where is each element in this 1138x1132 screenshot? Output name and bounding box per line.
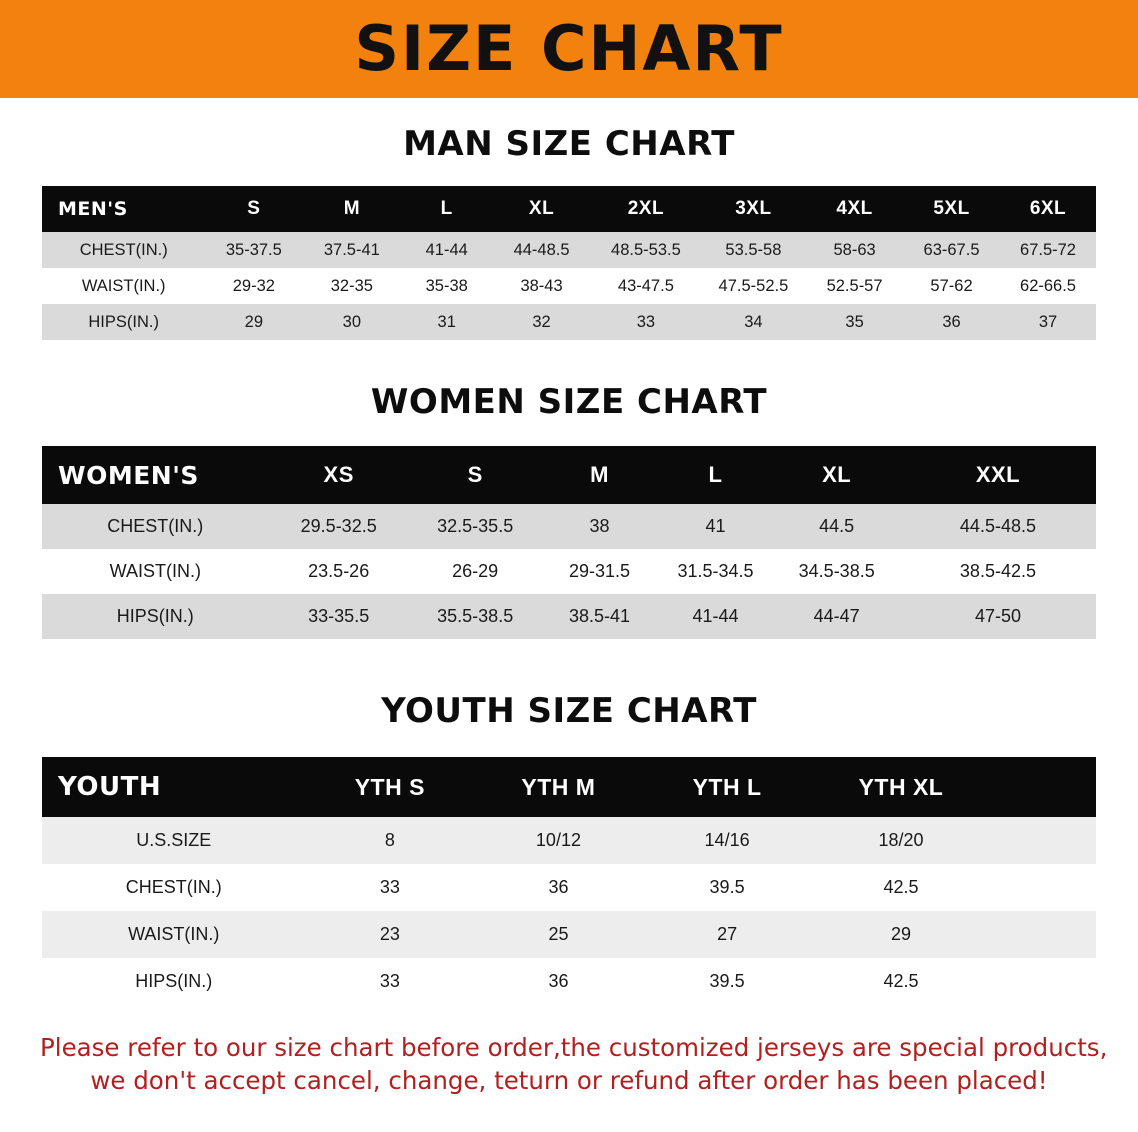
- youth-header-cell-0: YOUTH: [58, 772, 162, 802]
- table-row: [42, 817, 1096, 864]
- man-header-cell-1: S: [247, 198, 261, 219]
- table-row: [42, 304, 1096, 340]
- youth-header-cell-1: YTH S: [354, 773, 425, 800]
- youth-size-table: [42, 757, 1096, 1005]
- man-row-0-cell-1: 37.5-41: [323, 240, 380, 259]
- man-row-1-label: WAIST(IN.): [81, 276, 166, 295]
- disclaimer-line-2: we don't accept cancel, change, teturn or refund after order has been placed!: [90, 1066, 1048, 1096]
- table-row: [42, 549, 1096, 594]
- women-row-0-cell-1: 32.5-35.5: [437, 516, 514, 536]
- women-row-0-cell-5: 44.5-48.5: [959, 516, 1036, 536]
- youth-row-0-cell-2: 14/16: [704, 830, 750, 850]
- women-row-2-cell-4: 44-47: [813, 606, 860, 626]
- man-row-2-cell-3: 32: [532, 312, 551, 331]
- women-header-cell-4: L: [708, 462, 723, 487]
- youth-row-3-cell-3: 42.5: [883, 971, 919, 991]
- youth-row-0-cell-1: 10/12: [535, 830, 581, 850]
- women-header-cell-5: XL: [822, 462, 852, 487]
- man-row-2-cell-5: 34: [744, 312, 763, 331]
- women-row-1-cell-0: 23.5-26: [308, 561, 370, 581]
- table-row: [42, 911, 1096, 958]
- man-row-1-cell-4: 43-47.5: [617, 276, 674, 295]
- man-row-0-cell-4: 48.5-53.5: [611, 240, 681, 259]
- man-row-0-cell-3: 44-48.5: [513, 240, 570, 259]
- youth-row-0-cell-0: 8: [384, 830, 395, 850]
- page-banner: [0, 0, 1138, 98]
- youth-row-2-cell-2: 27: [717, 924, 738, 944]
- youth-row-1-cell-2: 39.5: [709, 877, 745, 897]
- women-row-2-cell-2: 38.5-41: [569, 606, 631, 626]
- women-table-wrapper: [0, 446, 1138, 639]
- women-section-title: WOMEN SIZE CHART: [370, 382, 768, 422]
- women-row-1-label: WAIST(IN.): [109, 561, 201, 581]
- youth-row-1-cell-1: 36: [548, 877, 569, 897]
- man-header-cell-4: XL: [528, 198, 555, 219]
- man-row-2-cell-4: 33: [636, 312, 656, 331]
- youth-row-2-label: WAIST(IN.): [128, 924, 220, 944]
- man-row-2-cell-1: 30: [342, 312, 362, 331]
- disclaimer-line-1: Please refer to our size chart before order,the customized jerseys are special products,: [40, 1033, 1108, 1062]
- youth-header-spacer: [991, 757, 1096, 817]
- youth-row-3-cell-1: 36: [548, 971, 569, 991]
- youth-row-1-spacer: [991, 864, 1096, 911]
- disclaimer-note: [40, 1031, 1108, 1097]
- man-row-2-label: HIPS(IN.): [88, 312, 159, 331]
- women-header-cell-0: WOMEN'S: [58, 460, 199, 490]
- man-row-1-cell-8: 62-66.5: [1020, 276, 1076, 295]
- table-row: [42, 232, 1096, 268]
- table-row: [42, 864, 1096, 911]
- youth-row-2-cell-3: 29: [890, 924, 911, 944]
- youth-row-3-spacer: [991, 958, 1096, 1005]
- man-row-0-cell-8: 67.5-72: [1020, 240, 1076, 259]
- man-row-0-cell-6: 58-63: [833, 240, 876, 259]
- youth-row-1-cell-0: 33: [379, 877, 400, 897]
- women-header-cell-2: S: [467, 462, 483, 487]
- women-row-0-cell-2: 38: [589, 516, 610, 536]
- table-row: [42, 594, 1096, 639]
- man-row-1-cell-3: 38-43: [520, 276, 563, 295]
- man-header-cell-6: 3XL: [735, 198, 772, 219]
- man-row-2-cell-0: 29: [244, 312, 264, 331]
- youth-row-1-label: CHEST(IN.): [125, 877, 222, 897]
- youth-section-title: YOUTH SIZE CHART: [381, 691, 757, 731]
- women-row-0-cell-4: 44.5: [819, 516, 855, 536]
- man-row-0-cell-0: 35-37.5: [225, 240, 282, 259]
- man-header-cell-3: L: [440, 198, 453, 219]
- women-row-2-cell-1: 35.5-38.5: [437, 606, 514, 626]
- man-row-1-cell-5: 47.5-52.5: [718, 276, 789, 295]
- youth-row-2-cell-1: 25: [548, 924, 569, 944]
- youth-row-1-cell-3: 42.5: [883, 877, 919, 897]
- man-size-table: [42, 186, 1096, 340]
- youth-row-0-spacer: [991, 817, 1096, 864]
- women-row-2-cell-3: 41-44: [692, 606, 739, 626]
- women-row-1-cell-1: 26-29: [452, 561, 499, 581]
- women-row-2-cell-5: 47-50: [974, 606, 1021, 626]
- youth-header-cell-2: YTH M: [521, 773, 596, 800]
- women-header-cell-3: M: [590, 462, 609, 487]
- man-row-1-cell-1: 32-35: [330, 276, 373, 295]
- table-row: [42, 958, 1096, 1005]
- man-section-title: MAN SIZE CHART: [403, 124, 735, 164]
- man-header-cell-7: 4XL: [836, 198, 873, 219]
- women-size-table: [42, 446, 1096, 639]
- women-row-1-cell-2: 29-31.5: [569, 561, 631, 581]
- man-row-2-cell-2: 31: [437, 312, 456, 331]
- women-row-2-label: HIPS(IN.): [116, 606, 194, 626]
- man-header-cell-0: MEN'S: [58, 198, 128, 220]
- women-header-cell-1: XS: [323, 462, 354, 487]
- page-title: SIZE CHART: [354, 12, 784, 85]
- man-table-header-row: [42, 186, 1096, 232]
- youth-row-0-label: U.S.SIZE: [136, 830, 212, 850]
- youth-row-3-label: HIPS(IN.): [135, 971, 213, 991]
- man-row-1-cell-0: 29-32: [232, 276, 275, 295]
- women-row-2-cell-0: 33-35.5: [308, 606, 370, 626]
- youth-row-0-cell-3: 18/20: [878, 830, 924, 850]
- man-row-0-cell-2: 41-44: [425, 240, 468, 259]
- women-header-cell-6: XXL: [975, 462, 1021, 487]
- youth-row-2-cell-0: 23: [379, 924, 400, 944]
- man-row-1-cell-6: 52.5-57: [826, 276, 883, 295]
- man-row-1-cell-7: 57-62: [930, 276, 973, 295]
- man-table-wrapper: [0, 186, 1138, 340]
- women-row-0-label: CHEST(IN.): [107, 516, 204, 536]
- women-row-1-cell-3: 31.5-34.5: [677, 561, 754, 581]
- man-header-cell-2: M: [343, 198, 361, 219]
- man-row-2-cell-6: 35: [845, 312, 864, 331]
- man-row-2-cell-7: 36: [942, 312, 961, 331]
- man-row-0-label: CHEST(IN.): [79, 240, 168, 259]
- table-row: [42, 504, 1096, 549]
- women-row-1-cell-5: 38.5-42.5: [959, 561, 1036, 581]
- women-table-header-row: [42, 446, 1096, 504]
- women-row-1-cell-4: 34.5-38.5: [798, 561, 875, 581]
- youth-row-2-spacer: [991, 911, 1096, 958]
- youth-row-3-cell-2: 39.5: [709, 971, 745, 991]
- youth-header-cell-4: YTH XL: [858, 773, 944, 800]
- table-row: [42, 268, 1096, 304]
- man-header-cell-5: 2XL: [627, 198, 665, 219]
- man-header-cell-8: 5XL: [933, 198, 970, 219]
- man-row-0-cell-5: 53.5-58: [725, 240, 782, 259]
- man-row-1-cell-2: 35-38: [425, 276, 468, 295]
- man-header-cell-9: 6XL: [1029, 198, 1067, 219]
- women-row-0-cell-0: 29.5-32.5: [300, 516, 377, 536]
- man-row-0-cell-7: 63-67.5: [923, 240, 980, 259]
- man-row-2-cell-8: 37: [1038, 312, 1058, 331]
- women-row-0-cell-3: 41: [705, 516, 726, 536]
- youth-row-3-cell-0: 33: [379, 971, 400, 991]
- youth-header-cell-3: YTH L: [692, 773, 762, 800]
- youth-table-wrapper: [0, 757, 1138, 1005]
- youth-table-header-row: [42, 757, 1096, 817]
